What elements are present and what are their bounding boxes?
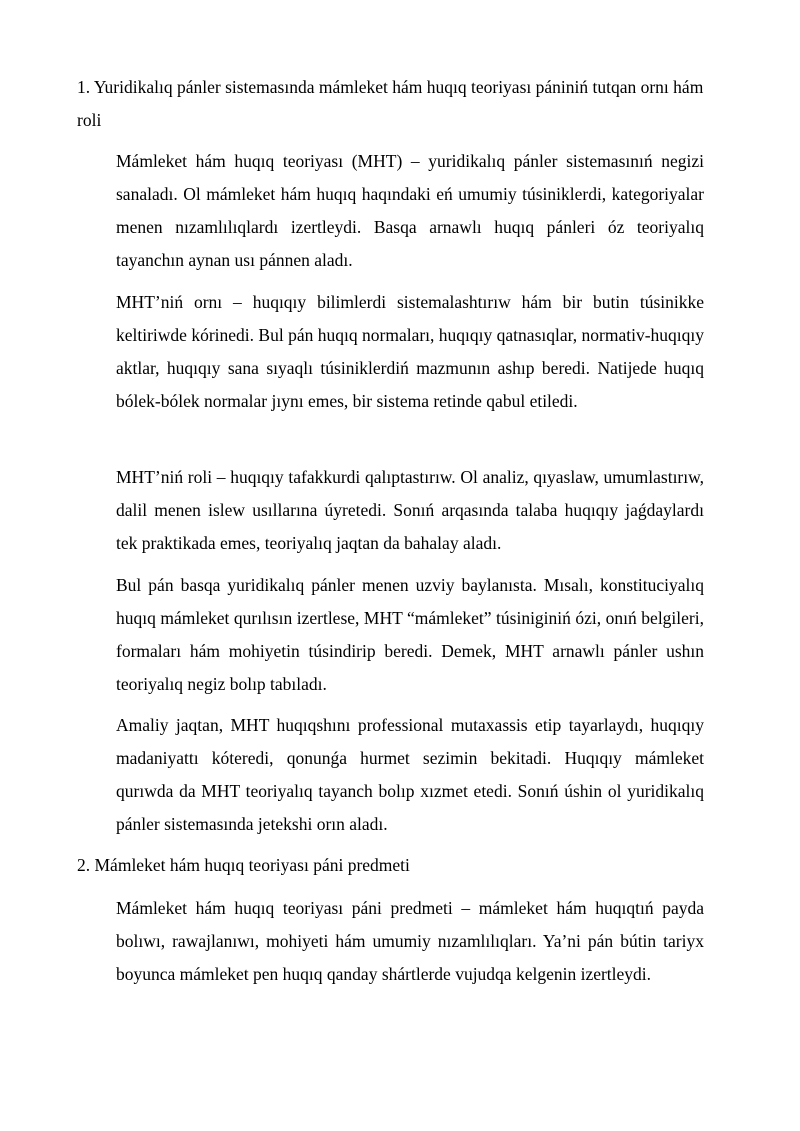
paragraph: Amaliy jaqtan, MHT huqıqshını professional mutaxassis etip tayarlaydı, huqıqıy madaniyattı kóteredi, qonunǵa hurmet sezimin bekitadi. Huqıqıy mámleket qurıwda da MHT teoriyalıq tayanch bolıp xızmet etedi. Sonıń úshin ol yuridikalıq pánler sistemasında jetekshi orın aladı. <box>116 715 704 834</box>
section-heading-1: 1. Yuridikalıq pánler sistemasında mámleket hám huqıq teoriyası pániniń tutqan ornı hám roli <box>77 77 704 130</box>
paragraph: Mámleket hám huqıq teoriyası páni predmeti – mámleket hám huqıqtıń payda bolıwı, rawajlanıwı, mohiyeti hám umumiy nızamlılıqları. Ya’ni pán bútin tariyx boyunca mámleket pen huqıq qanday shártlerde vujudqa kelgenin izertleydi. <box>116 898 704 984</box>
paragraph: Mámleket hám huqıq teoriyası (MHT) – yuridikalıq pánler sistemasınıń negizi sanaladı. Ol mámleket hám huqıq haqındaki eń umumiy túsiniklerdi, kategoriyalar menen nızamlılıqlardı izertleydi. Basqa arnawlı huqıq pánleri óz teoriyalıq tayanchın aynan usı pánnen aladı. <box>116 151 704 270</box>
paragraph: Bul pán basqa yuridikalıq pánler menen uzviy baylanısta. Mısalı, konstituciyalıq huqıq mámleket qurılısın izertlese, MHT “mámleket” túsiniginiń ózi, onıń belgileri, formaları hám mohiyetin túsindirip beredi. Demek, MHT arnawlı pánler ushın teoriyalıq negiz bolıp tabıladı. <box>116 575 704 694</box>
paragraph: MHT’niń ornı – huqıqıy bilimlerdi sistemalashtırıw hám bir butin túsinikke keltiriwde kórinedi. Bul pán huqıq normaları, huqıqıy qatnasıqlar, normativ-huqıqıy aktlar, huqıqıy sana sıyaqlı túsiniklerdiń mazmunın ashıp beredi. Natijede huqıq bólek-bólek normalar jıynı emes, bir sistema retinde qabul etiledi. <box>116 292 704 411</box>
paragraph: MHT’niń roli – huqıqıy tafakkurdi qalıptastırıw. Ol analiz, qıyaslaw, umumlastırıw, dalil menen islew usıllarına úyretedi. Sonıń arqasında talaba huqıqıy jaǵdaylardı tek praktikada emes, teoriyalıq jaqtan da bahalay aladı. <box>116 467 704 553</box>
section-heading-2: 2. Mámleket hám huqıq teoriyası páni predmeti <box>77 855 410 875</box>
